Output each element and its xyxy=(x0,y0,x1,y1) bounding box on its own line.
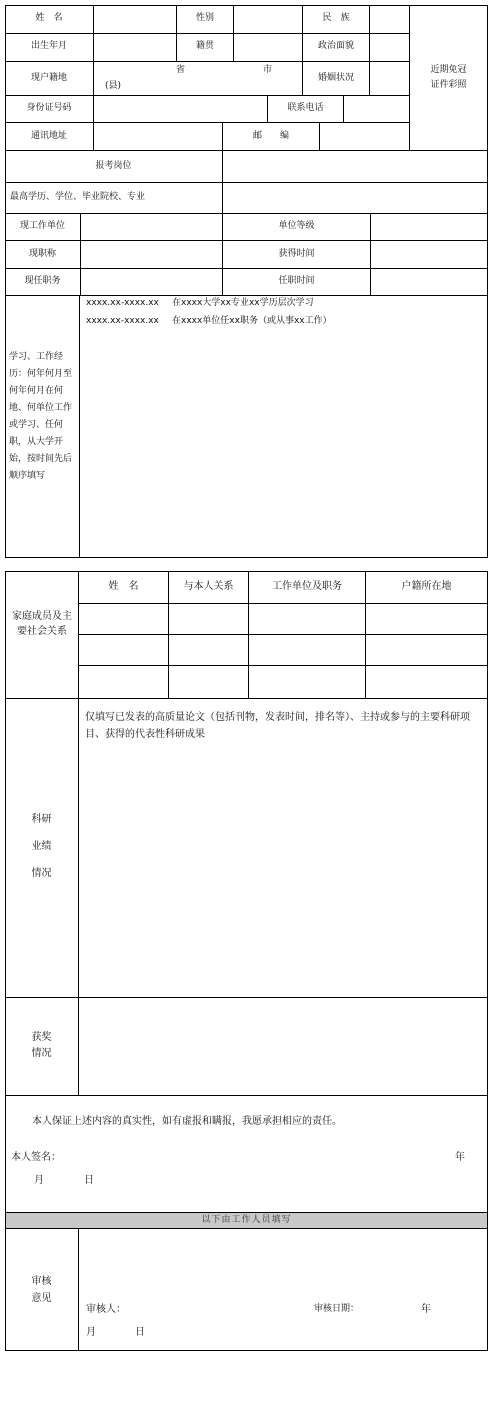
unit-level-field[interactable] xyxy=(371,214,487,240)
review-label-line1: 审核 xyxy=(31,1276,52,1287)
family-header-name: 姓 名 xyxy=(108,581,139,592)
family-row-3-employer[interactable] xyxy=(249,666,365,698)
hukou-label: 现户籍地 xyxy=(30,73,67,83)
applied-position-label: 报考岗位 xyxy=(95,161,132,171)
research-field[interactable] xyxy=(79,699,487,997)
awards-label-line1: 获奖 xyxy=(31,1032,52,1043)
family-row-2-hukou[interactable] xyxy=(366,635,487,665)
reviewer-label: 审核人： xyxy=(86,1304,126,1315)
family-row-1-name[interactable] xyxy=(79,604,168,634)
id-number-label: 身份证号码 xyxy=(26,103,72,113)
county-text: (县) xyxy=(105,81,122,91)
native-place-label: 籍贯 xyxy=(195,41,214,51)
current-job-label: 现任职务 xyxy=(24,276,61,286)
native-place-field[interactable] xyxy=(234,34,302,61)
gender-label: 性别 xyxy=(195,13,214,23)
research-label-line2: 业绩 xyxy=(31,841,52,852)
marital-status-label: 婚姻状况 xyxy=(317,73,354,83)
birth-date-field[interactable] xyxy=(94,34,176,61)
province-text: 省 xyxy=(176,65,186,75)
family-row-3-name[interactable] xyxy=(79,666,168,698)
phone-label: 联系电话 xyxy=(287,103,324,113)
current-job-field[interactable] xyxy=(81,269,222,295)
family-row-3-hukou[interactable] xyxy=(366,666,487,698)
family-row-1-hukou[interactable] xyxy=(366,604,487,634)
ethnicity-label: 民 族 xyxy=(322,13,350,23)
family-row-3-relation[interactable] xyxy=(169,666,248,698)
political-status-label: 政治面貌 xyxy=(317,41,354,51)
appointed-time-field[interactable] xyxy=(371,269,487,295)
marital-status-field[interactable] xyxy=(370,62,409,95)
name-label: 姓 名 xyxy=(35,13,63,23)
awards-field[interactable] xyxy=(79,998,487,1095)
title-field[interactable] xyxy=(81,241,222,268)
review-date-label: 审核日期： xyxy=(314,1304,360,1314)
research-hint: 仅填写已发表的高质量论文（包括刊物，发表时间，排名等）、主持或参与的主要科研项目、获得的代表性科研成果 xyxy=(85,712,470,740)
postcode-field[interactable] xyxy=(320,123,409,150)
birth-date-label: 出生年月 xyxy=(30,41,67,51)
employer-label: 现工作单位 xyxy=(19,221,65,231)
signature-field[interactable] xyxy=(66,1148,446,1166)
id-number-field[interactable] xyxy=(94,96,267,122)
family-row-2-relation[interactable] xyxy=(169,635,248,665)
education-label: 最高学历、学位、毕业院校、专业 xyxy=(10,192,146,202)
family-header-hukou: 户籍所在地 xyxy=(401,581,452,592)
gender-field[interactable] xyxy=(234,6,302,33)
family-row-2-employer[interactable] xyxy=(249,635,365,665)
photo-box[interactable] xyxy=(410,6,487,150)
family-header-relation: 与本人关系 xyxy=(183,581,234,592)
family-row-2-name[interactable] xyxy=(79,635,168,665)
pledge-month-label: 月 xyxy=(34,1175,44,1186)
name-field[interactable] xyxy=(94,6,176,33)
family-members-label: 家庭成员及主要社会关系 xyxy=(12,611,72,637)
address-field[interactable] xyxy=(94,123,222,150)
photo-label-line1: 近期免冠 xyxy=(430,65,467,75)
signature-label: 本人签名： xyxy=(11,1152,61,1163)
postcode-label: 邮 编 xyxy=(252,131,289,141)
title-obtained-label: 获得时间 xyxy=(278,249,315,259)
review-year-label: 年 xyxy=(421,1304,431,1315)
review-day-label: 日 xyxy=(135,1327,145,1338)
resume-line-2-date: xxxx.xx-xxxx.xx xyxy=(86,316,159,326)
review-label-line2: 意见 xyxy=(31,1293,52,1304)
address-label: 通讯地址 xyxy=(30,131,67,141)
pledge-year-label: 年 xyxy=(455,1152,465,1163)
photo-label-line2: 证件彩照 xyxy=(430,80,467,90)
applied-position-field[interactable] xyxy=(223,151,487,182)
appointed-time-label: 任职时间 xyxy=(278,276,315,286)
research-label-line1: 科研 xyxy=(31,814,52,825)
resume-line-1-text: 在xxxx大学xx专业xx学历层次学习 xyxy=(172,298,314,308)
city-text: 市 xyxy=(263,65,273,75)
family-row-1-relation[interactable] xyxy=(169,604,248,634)
family-row-1-employer[interactable] xyxy=(249,604,365,634)
resume-line-2-text: 在xxxx单位任xx职务（或从事xx工作） xyxy=(172,316,332,326)
resume-label: 学习、工作经历：何年何月至何年何月在何地、何单位工作或学习、任何职，从大学开始，按时间先后顺序填写 xyxy=(9,352,73,481)
family-header-employer: 工作单位及职务 xyxy=(272,581,342,592)
pledge-day-label: 日 xyxy=(84,1175,94,1186)
resume-line-1-date: xxxx.xx-xxxx.xx xyxy=(86,298,159,308)
title-obtained-field[interactable] xyxy=(371,241,487,268)
political-status-field[interactable] xyxy=(370,34,409,61)
ethnicity-field[interactable] xyxy=(370,6,409,33)
awards-label-line2: 情况 xyxy=(31,1048,52,1059)
review-month-label: 月 xyxy=(86,1327,96,1338)
education-field[interactable] xyxy=(223,183,487,213)
unit-level-label: 单位等级 xyxy=(278,221,315,231)
title-label: 现职称 xyxy=(28,249,56,259)
resume-field[interactable] xyxy=(80,296,487,557)
pledge-text: 本人保证上述内容的真实性，如有虚报和瞒报，我愿承担相应的责任。 xyxy=(32,1116,342,1127)
research-label-line3: 情况 xyxy=(31,868,52,879)
staff-section-title: 以下由工作人员填写 xyxy=(201,1215,292,1225)
employer-field[interactable] xyxy=(81,214,222,240)
phone-field[interactable] xyxy=(344,96,409,122)
